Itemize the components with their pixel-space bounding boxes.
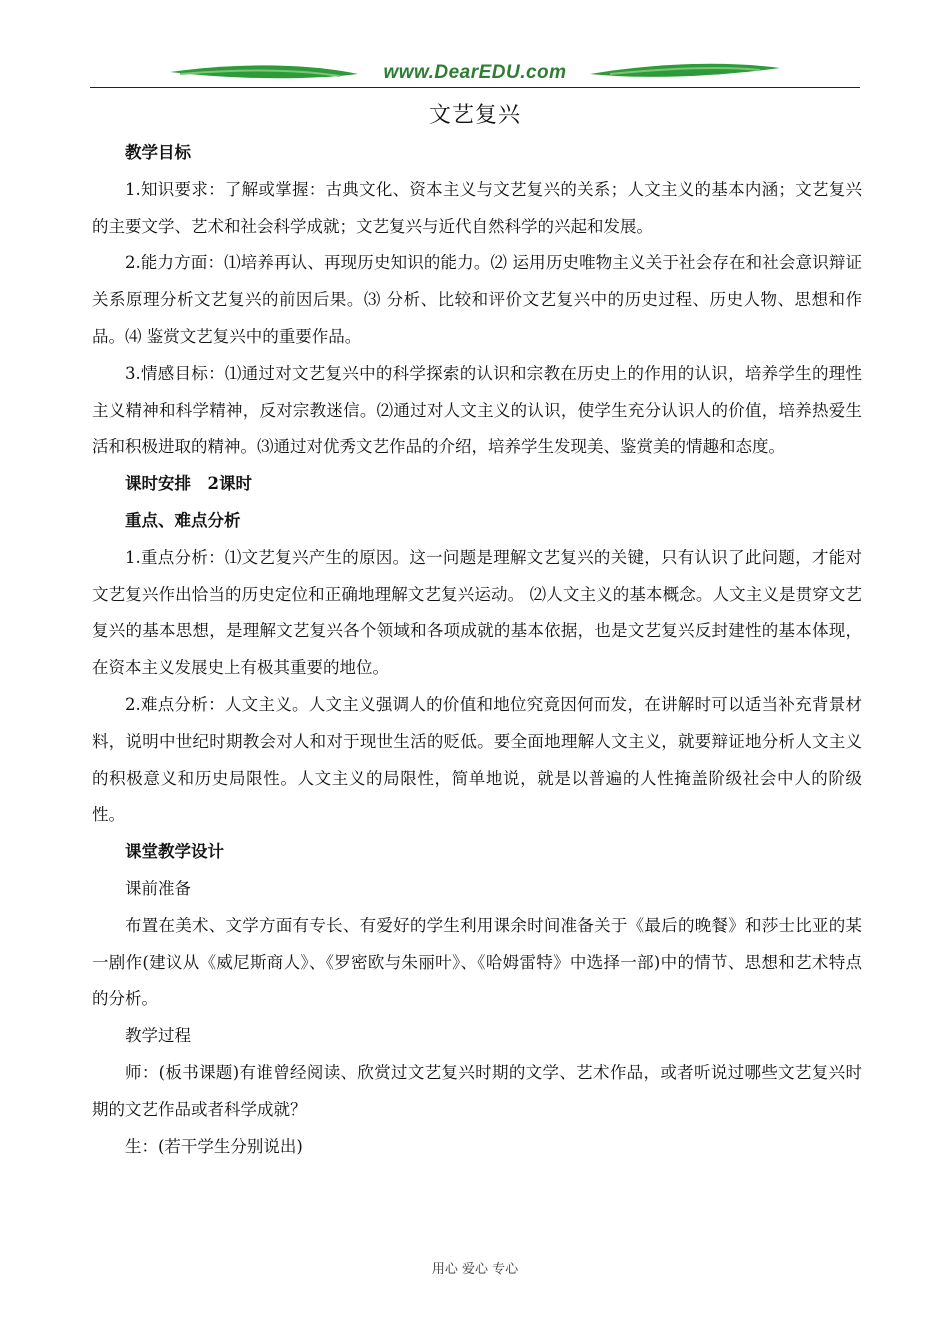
schedule-heading: 课时安排 2课时 [125, 474, 252, 494]
objective-emotion: 3.情感目标：⑴通过对文艺复兴中的科学探索的认识和宗教在历史上的作用的认识，培养学生的理性主义精神和科学精神，反对宗教迷信。⑵通过对人文主义的认识，使学生充分认识人的价值，培养热爱生活和积极进取的精神。⑶通过对优秀文艺作品的介绍，培养学生发现美、鉴赏美的情趣和态度。 [92, 363, 862, 457]
header-divider [90, 87, 860, 88]
site-logo-text: www.DearEDU.com [383, 62, 567, 83]
objective-ability: 2.能力方面：⑴培养再认、再现历史知识的能力。⑵ 运用历史唯物主义关于社会存在和社会意识辩证关系原理分析文艺复兴的前因后果。⑶ 分析、比较和评价文艺复兴中的历史过程、历史人物、思想和作品。⑷ 鉴赏文艺复兴中的重要作品。 [92, 253, 862, 346]
page-footer: 用心 爱心 专心 [431, 1262, 519, 1277]
prep-text: 布置在美术、文学方面有专长、有爱好的学生利用课余时间准备关于《最后的晚餐》和莎士比亚的某一剧作(建议从《威尼斯商人》、《罗密欧与朱丽叶》、《哈姆雷特》中选择一部)中的情节、思想和艺术特点的分析。 [92, 915, 862, 1009]
student-line: 生：(若干学生分别说出) [125, 1136, 303, 1156]
analysis-heading: 重点、难点分析 [125, 510, 241, 530]
prep-label: 课前准备 [125, 878, 191, 898]
teacher-line: 师：(板书课题)有谁曾经阅读、欣赏过文艺复兴时期的文学、艺术作品，或者听说过哪些文艺复兴时期的文艺作品或者科学成就？ [92, 1062, 862, 1119]
design-heading: 课堂教学设计 [125, 842, 224, 862]
document-body [92, 135, 862, 1165]
objective-knowledge: 1.知识要求：了解或掌握：古典文化、资本主义与文艺复兴的关系；人文主义的基本内涵；文艺复兴的主要文学、艺术和社会科学成就；文艺复兴与近代自然科学的兴起和发展。 [92, 179, 862, 236]
page-title: 文艺复兴 [428, 103, 521, 128]
process-label: 教学过程 [125, 1026, 191, 1046]
objectives-heading: 教学目标 [125, 143, 191, 162]
page-header [90, 52, 860, 88]
analysis-difficult-points: 2.难点分析：人文主义。人文主义强调人的价值和地位究竟因何而发，在讲解时可以适当补充背景材料，说明中世纪时期教会对人和对于现世生活的贬低。要全面地理解人文主义，就要辩证地分析人文主义的积极意义和历史局限性。人文主义的局限性，简单地说，就是以普遍的人性掩盖阶级社会中人的阶级性。 [92, 694, 862, 825]
analysis-key-points: 1.重点分析：⑴文艺复兴产生的原因。这一问题是理解文艺复兴的关键，只有认识了此问题，才能对文艺复兴作出恰当的历史定位和正确地理解文艺复兴运动。 ⑵人文主义的基本概念。人文主义是贯穿文艺复兴的基本思想，是理解文艺复兴各个领域和各项成就的基本依据，也是文艺复兴反封建性的基本体现，在资本主义发展史上有极其重要的地位。 [92, 547, 862, 678]
